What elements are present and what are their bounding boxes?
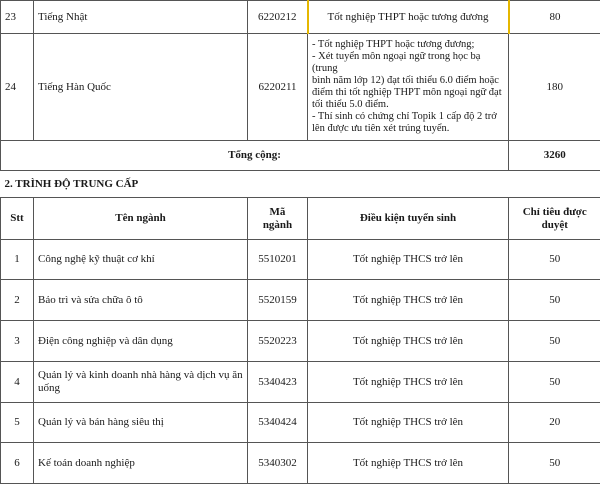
condition-line: - Thí sinh có chứng chỉ Topik 1 cấp độ 2 trở: [312, 111, 504, 123]
row-quota: 20: [509, 403, 600, 443]
row-condition: Tốt nghiệp THCS trở lên: [308, 321, 509, 362]
table-row: [1, 443, 600, 484]
condition-line: tối thiểu 5.0 điểm.: [312, 99, 504, 111]
row-code: 5340302: [248, 443, 308, 484]
condition-line: - Tốt nghiệp THPT hoặc tương đương;: [312, 39, 504, 51]
row-stt: 5: [1, 403, 34, 443]
header-code: [248, 198, 308, 240]
row-code: 5340424: [248, 403, 308, 443]
row-name: Quản lý và kinh doanh nhà hàng và dịch vụ ăn uống: [34, 362, 248, 403]
header-stt: Stt: [1, 198, 34, 240]
condition-line: - Xét tuyển môn ngoại ngữ trong học bạ (trung: [312, 51, 504, 75]
row-code: 6220211: [248, 34, 308, 141]
header-quota-line: Chỉ tiêu được: [513, 206, 597, 219]
row-quota: 50: [509, 280, 600, 321]
row-condition: Tốt nghiệp THCS trở lên: [308, 403, 509, 443]
row-name: Tiếng Hàn Quốc: [34, 34, 248, 141]
header-code-line: Mã: [252, 206, 303, 219]
row-stt: 6: [1, 443, 34, 484]
row-name: Điện công nghiệp và dân dụng: [34, 321, 248, 362]
row-code: 5340423: [248, 362, 308, 403]
row-code: 5520159: [248, 280, 308, 321]
header-quota-line: duyệt: [513, 219, 597, 232]
row-name: Kế toán doanh nghiệp: [34, 443, 248, 484]
section-title-row: [1, 171, 600, 198]
row-condition: Tốt nghiệp THCS trở lên: [308, 362, 509, 403]
row-quota: 50: [509, 321, 600, 362]
total-value: 3260: [509, 141, 600, 171]
row-stt: 2: [1, 280, 34, 321]
table-row: [1, 280, 600, 321]
row-condition: [308, 34, 509, 141]
row-condition: Tốt nghiệp THCS trở lên: [308, 280, 509, 321]
row-code: 5520223: [248, 321, 308, 362]
row-stt: 3: [1, 321, 34, 362]
table-row: [1, 362, 600, 403]
section-title: 2. TRÌNH ĐỘ TRUNG CẤP: [1, 171, 600, 198]
total-label: Tổng cộng:: [1, 141, 509, 171]
header-code-line: ngành: [252, 219, 303, 232]
row-name: Quản lý và bán hàng siêu thị: [34, 403, 248, 443]
row-name: Tiếng Nhật: [34, 1, 248, 34]
row-code: 6220212: [248, 1, 308, 34]
total-row: [1, 141, 600, 171]
row-condition: Tốt nghiệp THCS trở lên: [308, 443, 509, 484]
row-stt: 24: [1, 34, 34, 141]
row-condition: Tốt nghiệp THCS trở lên: [308, 240, 509, 280]
row-name: Bảo trì và sửa chữa ô tô: [34, 280, 248, 321]
row-quota: 50: [509, 443, 600, 484]
row-name: Công nghệ kỹ thuật cơ khí: [34, 240, 248, 280]
condition-line: điểm thi tốt nghiệp THPT môn ngoại ngữ đạt: [312, 87, 504, 99]
row-quota: 50: [509, 362, 600, 403]
table-row: [1, 240, 600, 280]
row-code: 5510201: [248, 240, 308, 280]
header-condition: Điều kiện tuyển sinh: [308, 198, 509, 240]
table-row: [1, 403, 600, 443]
row-quota: 50: [509, 240, 600, 280]
table-row: [1, 34, 600, 141]
header-row: [1, 198, 600, 240]
condition-line: lên được ưu tiên xét trúng tuyển.: [312, 123, 504, 135]
row-stt: 4: [1, 362, 34, 403]
header-name: Tên ngành: [34, 198, 248, 240]
condition-line: bình năm lớp 12) đạt tối thiểu 6.0 điểm hoặc: [312, 75, 504, 87]
row-stt: 23: [1, 1, 34, 34]
row-quota: 180: [509, 34, 600, 141]
header-quota: [509, 198, 600, 240]
table-row: [1, 321, 600, 362]
row-quota: 80: [509, 1, 600, 34]
row-stt: 1: [1, 240, 34, 280]
table-row: [1, 1, 600, 34]
row-condition: Tốt nghiệp THPT hoặc tương đương: [308, 1, 509, 34]
